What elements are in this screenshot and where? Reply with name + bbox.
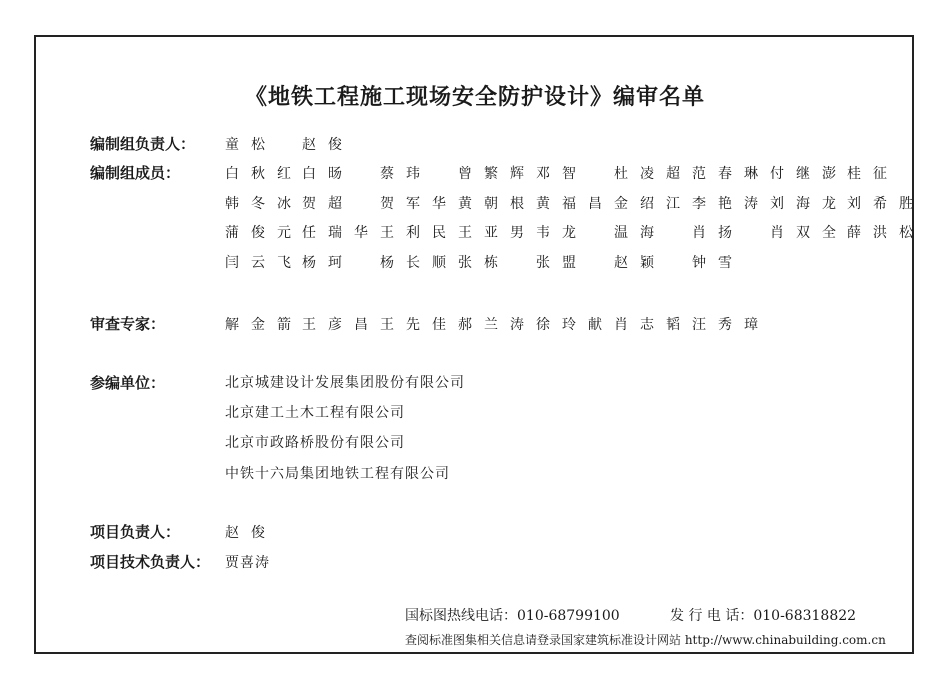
tech-lead-name: 贾喜涛 (225, 555, 269, 571)
person-name: 蔡 玮 (380, 166, 420, 182)
footer-phones (405, 605, 857, 625)
person-name: 曾繁辉 (458, 166, 524, 182)
person-name: 李艳涛 (692, 196, 758, 212)
person-name: 徐玲献 (536, 317, 602, 333)
person-name: 温 海 (614, 225, 654, 241)
hotline-text: 国标图热线电话：010-68799100 (405, 608, 620, 624)
person-name: 张 栋 (458, 255, 498, 271)
person-name: 杨 珂 (302, 255, 342, 271)
unit-name: 北京市政路桥股份有限公司 (225, 435, 405, 451)
person-name: 白 旸 (302, 166, 342, 182)
website-note: 查阅标准图集相关信息请登录国家建筑标准设计网站 http://www.chinabuilding.com.cn (405, 633, 886, 647)
person-name: 肖志韬 (614, 317, 680, 333)
person-name: 肖双全 (770, 225, 836, 241)
person-name: 汪秀璋 (692, 317, 758, 333)
unit-name: 北京建工土木工程有限公司 (225, 405, 405, 421)
person-name: 任瑞华 (302, 225, 368, 241)
person-name: 童 松 (225, 137, 265, 153)
person-name: 蒲俊元 (225, 225, 291, 241)
tech-lead-label: 项目技术负责人： (90, 553, 211, 571)
person-name: 肖 扬 (692, 225, 732, 241)
editor-leads-label: 编制组负责人： (90, 135, 196, 153)
person-name: 钟 雪 (692, 255, 732, 271)
person-name: 张 盟 (536, 255, 576, 271)
person-name: 白秋红 (225, 166, 291, 182)
person-name: 付继澎 (770, 166, 836, 182)
person-name: 解金箭 (225, 317, 291, 333)
person-name: 王亚男 (458, 225, 524, 241)
person-name: 王先佳 (380, 317, 446, 333)
sales-phone-text: 发 行 电 话：010-68318822 (670, 608, 857, 624)
person-name: 金绍江 (614, 196, 680, 212)
units-label: 参编单位： (90, 374, 166, 392)
person-name: 邓 智 (536, 166, 576, 182)
person-name: 薛洪松 (847, 225, 913, 241)
person-name: 范春琳 (692, 166, 758, 182)
person-name: 赵 俊 (302, 137, 342, 153)
unit-name: 北京城建设计发展集团股份有限公司 (225, 375, 465, 391)
person-name: 闫云飞 (225, 255, 291, 271)
unit-name: 中铁十六局集团地铁工程有限公司 (225, 466, 450, 482)
person-name: 赵 颖 (614, 255, 654, 271)
person-name: 韩冬冰 (225, 196, 291, 212)
editor-members-label: 编制组成员： (90, 164, 181, 182)
person-name: 贺军华 (380, 196, 446, 212)
project-lead-name: 赵 俊 (225, 525, 265, 541)
person-name: 黄福昌 (536, 196, 602, 212)
document-title: 《地铁工程施工现场安全防护设计》编审名单 (244, 85, 705, 110)
project-lead-label: 项目负责人： (90, 523, 181, 541)
person-name: 刘海龙 (770, 196, 836, 212)
person-name: 刘希胜 (847, 196, 913, 212)
person-name: 王彦昌 (302, 317, 368, 333)
person-name: 王利民 (380, 225, 446, 241)
person-name: 黄朝根 (458, 196, 524, 212)
reviewers-label: 审查专家： (90, 315, 166, 333)
person-name: 杨长顺 (380, 255, 446, 271)
person-name: 桂 征 (847, 166, 887, 182)
person-name: 杜凌超 (614, 166, 680, 182)
person-name: 韦 龙 (536, 225, 576, 241)
person-name: 贺 超 (302, 196, 342, 212)
person-name: 郝兰涛 (458, 317, 524, 333)
